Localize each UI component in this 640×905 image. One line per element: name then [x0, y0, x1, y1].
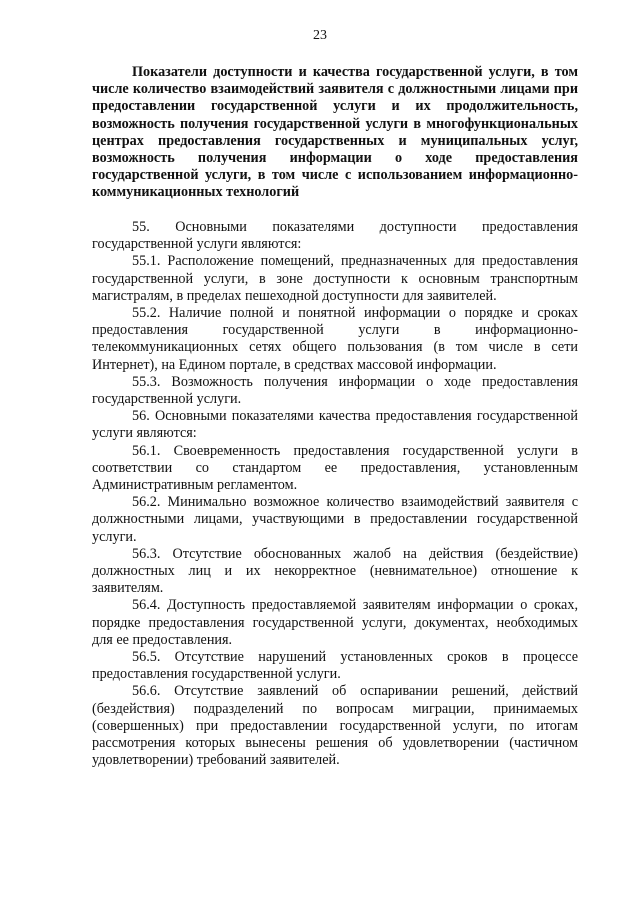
paragraph-56-6: 56.6. Отсутствие заявлений об оспаривании решений, действий (бездействия) подразделений по вопросам миграции, принимаемых (совершенных) при предоставлении государственной услуги, по итогам рассмотрения которых вынесены решения об удовлетворении (частичном удовлетворении) требований заявителей. [92, 683, 578, 769]
paragraph-56-2: 56.2. Минимально возможное количество взаимодействий заявителя с должностными лицами, участвующими в предоставлении государственной услуги. [92, 494, 578, 545]
paragraph-56-5: 56.5. Отсутствие нарушений установленных сроков в процессе предоставления государственной услуги. [92, 649, 578, 683]
paragraph-55-3: 55.3. Возможность получения информации о ходе предоставления государственной услуги. [92, 373, 578, 408]
page-number: 23 [313, 28, 327, 43]
paragraph-55-1: 55.1. Расположение помещений, предназначенных для предоставления государственной услуги, в зоне доступности к основным транспортным магистралям, в пределах пешеходной доступности для заявителей. [92, 253, 578, 304]
paragraph-55: 55. Основными показателями доступности предоставления государственной услуги являются: [92, 219, 578, 253]
body-text [92, 219, 578, 770]
paragraph-56-3: 56.3. Отсутствие обоснованных жалоб на действия (бездействие) должностных лиц и их некорректное (невнимательное) отношение к заявителям. [92, 545, 578, 597]
paragraph-55-2: 55.2. Наличие полной и понятной информации о порядке и сроках предоставления государственной услуги в информационно-телекоммуникационных сетях общего пользования (в том числе в сети Интернет), на Едином портале, в средствах массовой информации. [92, 305, 578, 373]
paragraph-56: 56. Основными показателями качества предоставления государственной услуги являются: [92, 408, 578, 442]
section-heading: Показатели доступности и качества государственной услуги, в том числе количество взаимодействий заявителя с должностными лицами при предоставлении государственной услуги и их продолжительность, возможность получения государственной услуги в многофункциональных центрах предоставления государственных и муниципальных услуг, возможность получения информации о ходе предоставления государственной услуги, в том числе с использованием информационно-коммуникационных технологий [92, 64, 578, 201]
paragraph-56-4: 56.4. Доступность предоставляемой заявителям информации о сроках, порядке предоставления государственной услуги, документах, необходимых для ее предоставления. [92, 597, 578, 648]
paragraph-56-1: 56.1. Своевременность предоставления государственной услуги в соответствии со стандартом ее предоставления, установленным Административным регламентом. [92, 442, 578, 494]
